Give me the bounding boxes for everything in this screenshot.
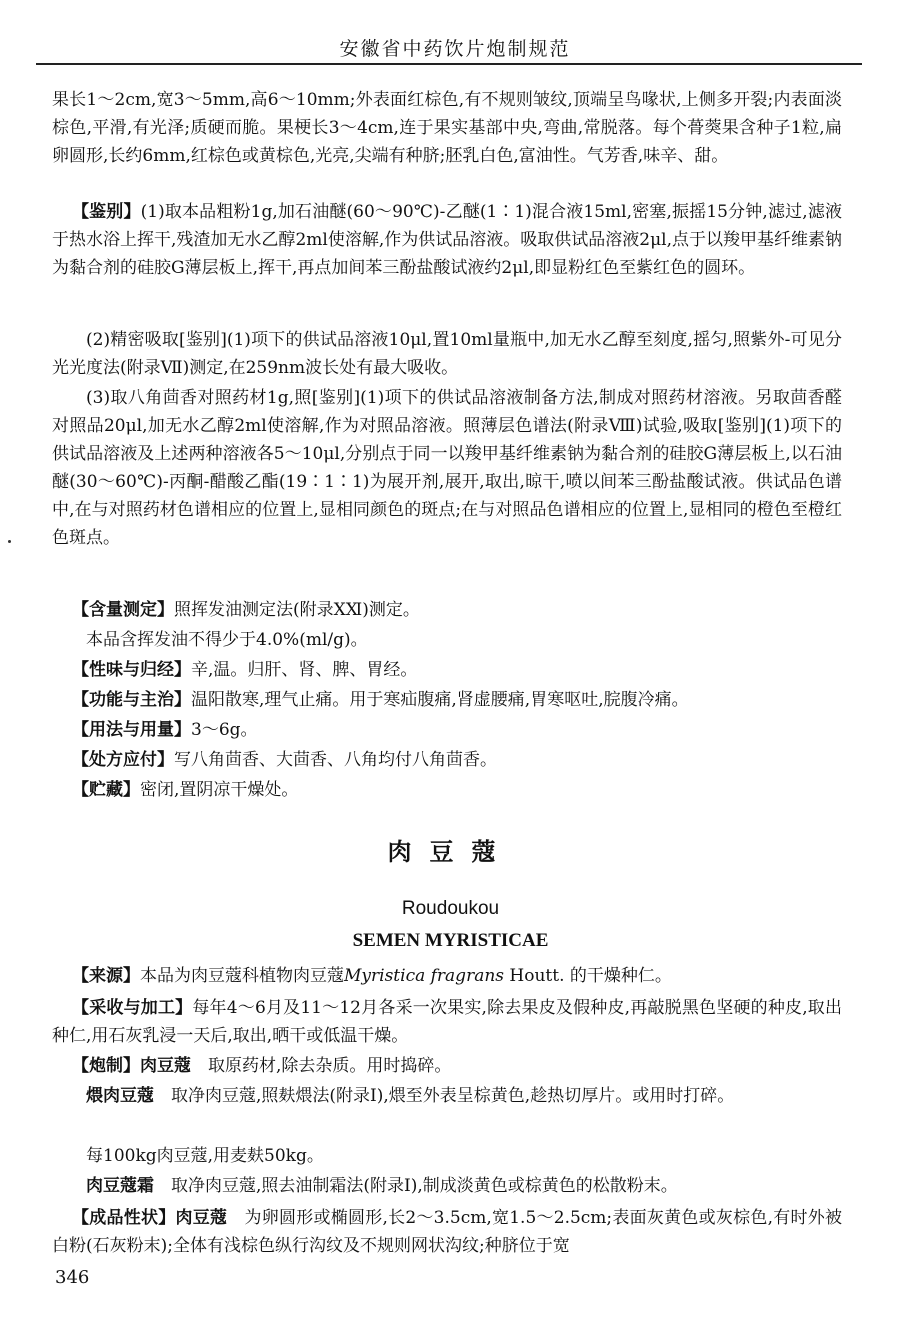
running-header: 安徽省中药饮片炮制规范 (339, 38, 571, 60)
storage (52, 776, 842, 804)
identify-1-text: (1)取本品粗粉1g,加石油醚(60～90℃)-乙醚(1∶1)混合液15ml,密塞,振摇15分钟,滤过,滤液于热水浴上挥干,残渣加无水乙醇2ml使溶解,作为供试品溶液。吸取供试品溶液2μl,点于以羧甲基纤维素钠为黏合剂的硅胶G薄层板上,挥干,再点加间苯三酚盐酸试液约2μl,即显粉红色至紫红色的圆环。 (52, 202, 842, 278)
processing-sub-3: 肉豆蔻霜 (86, 1176, 154, 1196)
product-text: 为卵圆形或椭圆形,长2～3.5cm,宽1.5～2.5cm;表面灰黄色或灰棕色,有时外被白粉(石灰粉末);全体有浅棕色纵行沟纹及不规则网状沟纹;种脐位于宽 (52, 1208, 843, 1256)
identify-3: (3)取八角茴香对照药材1g,照[鉴别](1)项下的供试品溶液制备方法,制成对照药材溶液。另取茴香醛对照品20μl,加无水乙醇2ml使溶解,作为对照品溶液。照薄层色谱法(附录Ⅷ)试验,吸取[鉴别](1)项下的供试品溶液及上述两种溶液各5～10μl,分别点于同一以羧甲基纤维素钠为黏合剂的硅胶G薄层板上,以石油醚(30～60℃)-丙酮-醋酸乙酯(19∶1∶1)为展开剂,展开,取出,晾干,喷以间苯三酚盐酸试液。供试品色谱中,在与对照药材色谱相应的位置上,显相同颜色的斑点;在与对照品色谱相应的位置上,显相同的橙色至橙红色斑点。 (52, 388, 842, 548)
harvest-label: 【采收与加工】 (72, 998, 193, 1018)
source-text-b: Houtt. 的干燥种仁。 (504, 966, 672, 986)
nature-text: 辛,温。归肝、肾、脾、胃经。 (191, 660, 418, 680)
processing-ratio: 每100kg肉豆蔻,用麦麸50kg。 (86, 1146, 324, 1166)
processing-2 (52, 1082, 842, 1110)
storage-text: 密闭,置阴凉干燥处。 (140, 780, 299, 800)
entry-pinyin: Roudoukou (401, 898, 500, 919)
storage-label: 【贮藏】 (72, 780, 140, 800)
function-label: 【功能与主治】 (72, 690, 191, 710)
nature-label: 【性味与归经】 (72, 660, 191, 680)
processing-text-2: 取净肉豆蔻,照麸煨法(附录Ⅰ),煨至外表呈棕黄色,趁热切厚片。或用时打碎。 (154, 1086, 735, 1106)
usage-text: 3～6g。 (191, 720, 258, 740)
usage (52, 716, 842, 744)
processing-sub-2: 煨肉豆蔻 (86, 1086, 154, 1106)
identify-2: (2)精密吸取[鉴别](1)项下的供试品溶液10μl,置10ml量瓶中,加无水乙醇至刻度,摇匀,照紫外-可见分光光度法(附录Ⅶ)测定,在259nm波长处有最大吸收。 (52, 330, 842, 378)
source-label: 【来源】 (72, 966, 140, 986)
prescription-text: 写八角茴香、大茴香、八角均付八角茴香。 (174, 750, 497, 770)
entry-title: 肉豆蔻 (387, 838, 514, 866)
assay-text: 照挥发油测定法(附录ⅩⅪ)测定。 (174, 600, 420, 620)
processing-sub-1: 肉豆蔻 (140, 1056, 191, 1076)
source (52, 962, 842, 990)
harvest (52, 994, 842, 1050)
source-text-a: 本品为肉豆蔻科植物肉豆蔻 (140, 966, 344, 986)
page-number: 346 (55, 1267, 90, 1288)
prescription (52, 746, 842, 774)
identify-1 (52, 198, 842, 282)
processing-3 (52, 1172, 842, 1200)
harvest-text: 每年4～6月及11～12月各采一次果实,除去果皮及假种皮,再敲脱黑色坚硬的种皮,取出种仁,用石灰乳浸一天后,取出,晒干或低温干燥。 (52, 998, 843, 1046)
source-species: Myristica fragrans (344, 966, 504, 986)
description-continued: 果长1～2cm,宽3～5mm,高6～10mm;外表面红棕色,有不规则皱纹,顶端呈鸟喙状,上侧多开裂;内表面淡棕色,平滑,有光泽;质硬而脆。果梗长3～4cm,连于果实基部中央,弯曲,常脱落。每个蓇葖果含种子1粒,扁卵圆形,长约6mm,红棕色或黄棕色,光亮,尖端有种脐;胚乳白色,富油性。气芳香,味辛、甜。 (52, 90, 842, 166)
processing-text-3: 取净肉豆蔻,照去油制霜法(附录Ⅰ),制成淡黄色或棕黄色的松散粉末。 (154, 1176, 678, 1196)
processing-text-1: 取原药材,除去杂质。用时捣碎。 (191, 1056, 452, 1076)
assay-value: 本品含挥发油不得少于4.0%(ml/g)。 (86, 630, 368, 650)
product-sub: 肉豆蔻 (175, 1208, 228, 1228)
prescription-label: 【处方应付】 (72, 750, 174, 770)
nature (52, 656, 842, 684)
processing-label: 【炮制】 (72, 1056, 140, 1076)
product-label: 【成品性状】 (72, 1208, 176, 1228)
scan-speck (8, 540, 11, 543)
assay (52, 596, 842, 624)
identify-label: 【鉴别】 (72, 202, 141, 222)
product-description (52, 1204, 842, 1260)
header-rule (36, 63, 862, 65)
assay-label: 【含量测定】 (72, 600, 174, 620)
function-text: 温阳散寒,理气止痛。用于寒疝腹痛,肾虚腰痛,胃寒呕吐,脘腹冷痛。 (191, 690, 689, 710)
processing (52, 1052, 842, 1080)
function (52, 686, 842, 714)
entry-latin-name: SEMEN MYRISTICAE (352, 930, 549, 951)
usage-label: 【用法与用量】 (72, 720, 191, 740)
